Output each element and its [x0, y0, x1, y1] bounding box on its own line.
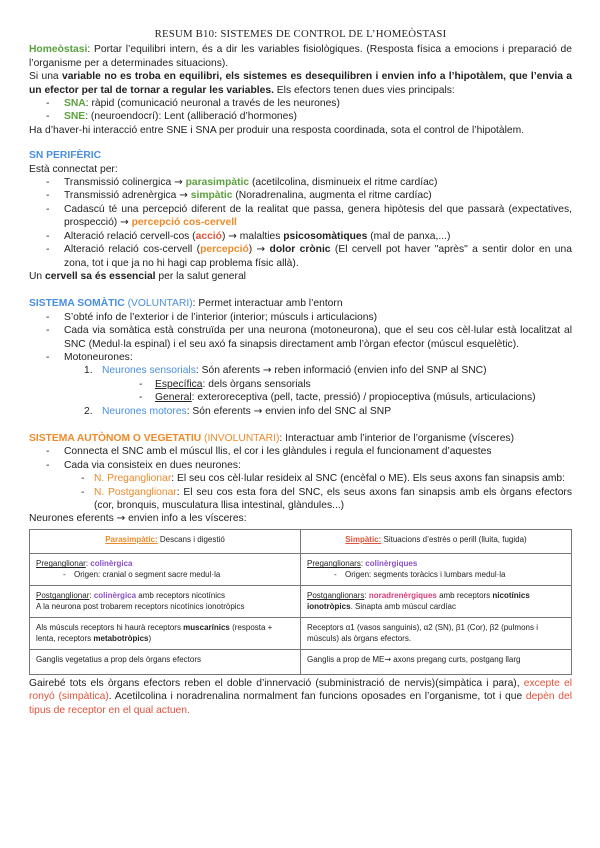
eferents-line: Neurones eferents → envien info a les vísceres:	[29, 512, 247, 525]
page-title: RESUM B10: SISTEMES DE CONTROL DE L’HOMEÒSTASI	[154, 28, 447, 40]
sn-periferic-heading: SN PERIFÈRIC	[29, 150, 102, 162]
homeostasi-term: Homeòstasi	[29, 44, 88, 56]
table-cell: Preganglionars: colinèrgiques - Origen: segments toràcics i lumbars medul·la	[301, 554, 572, 586]
table-row	[30, 529, 572, 554]
table-row	[30, 586, 572, 618]
table-cell: Postganglionar: colinèrgica amb receptors nicotínics A la neurona post trobarem receptors nicotínics ionotròpics	[30, 586, 301, 618]
table-row	[30, 618, 572, 650]
list-item: - Transmissió adrenèrgica → simpàtic (Noradrenalina, augmenta el ritme cardíac)	[29, 189, 572, 202]
table-cell: Ganglis vegetatius a prop dels òrgans efectors	[30, 650, 301, 675]
table-row	[30, 554, 572, 586]
arrow-icon: →	[262, 364, 272, 377]
sn-periferic-section	[29, 149, 572, 283]
list-item: - SNA: ràpid (comunicació neuronal a través de les neurones)	[29, 97, 572, 110]
table-header-simpatic: Simpàtic: Situacions d’estrès o perill (lluita, fugida)	[301, 529, 572, 554]
table-cell: Ganglis a prop de ME→ axons pregang curts, postgang llarg	[301, 650, 572, 675]
arrow-icon: →	[253, 404, 263, 417]
list-item: 1. Neurones sensorials: Són aferents → reben informació (envien info del SNP al SNC)	[84, 364, 487, 377]
list-item: - Cada via somàtica està construïda per una neurona (motoneurona), que el seu cos cèl·lular està localitzat al SNC (Medul·la espinal) i el seu axó fa sinapsis directament amb l’òrgan efector (múscul esquelètic).	[29, 324, 572, 351]
arrow-icon: →	[384, 655, 392, 665]
table-cell: Receptors α1 (vasos sanguinis), α2 (SN), β1 (Cor), β2 (pulmons i músculs) als òrgans efectors.	[301, 618, 572, 650]
list-item: - Cadascú té una percepció diferent de la realitat que passa, genera hipòtesis del que passarà (expectatives, prospecció) → percepció cos-cervell	[29, 203, 572, 230]
table-cell: Postganglionars: noradrenèrgiques amb receptors nicotínics ionotròpics. Sinapta amb múscul cardíac	[301, 586, 572, 618]
final-paragraph: Gairebé tots els òrgans efectors reben el doble d’innervació (subministració de nervis)(simpàtica i para), excepte el ronyó (simpàtica). Acetilcolina i noradrenalina normalment fan funcions oposades en l’organisme, tot i que depèn del tipus de receptor en el qual actuen.	[29, 677, 572, 716]
autonom-heading: SISTEMA AUTÒNOM O VEGETATIU (INVOLUNTARI): Interactuar amb l’interior de l’organisme (vísceres)	[29, 432, 515, 444]
autonom-neurons-list	[29, 472, 572, 512]
list-item: - Connecta el SNC amb el múscul llis, el cor i les glàndules i regula el funcionament d’aquestes	[29, 445, 572, 458]
intro-paragraph: Si una variable no es troba en equilibri, els sistemes es desequilibren i envien info a l’hipotàlem, que l’envia a un efector per tal de tornar a regular les variables. Els efectors tenen dues vies principals:	[29, 71, 573, 96]
list-item: - Motoneurones:	[29, 351, 572, 364]
somatic-section	[29, 297, 572, 418]
list-item: 2. Neurones motores: Són eferents → envien info del SNC al SNP	[84, 404, 392, 417]
table-cell: Preganglionar: colinèrgica - Origen: cranial o segment sacre medul·la	[30, 554, 301, 586]
autonom-list	[29, 445, 572, 472]
arrow-icon: →	[228, 229, 237, 242]
arrow-icon: →	[174, 176, 183, 189]
list-item: - Alteració relació cervell-cos (acció) → malalties psicosomàtiques (mal de panxa,...)	[29, 230, 572, 243]
intro-conclusion: Ha d’haver-hi interacció entre SNE i SNA per produir una resposta coordinada, sota el control de l’hipotàlem.	[29, 124, 525, 136]
list-item: - N. Preganglionar: El seu cos cèl·lular resideix al SNC (encèfal o ME). Els seus axons fan sinapsis amb:	[29, 472, 572, 485]
arrow-icon: →	[116, 512, 126, 525]
list-item: - Alteració relació cos-cervell (percepció) → dolor crònic (El cervell pot haver "après" a sentir dolor en una zona, tot i que ja no hi hagi cap problema físic allà).	[29, 243, 572, 270]
motoneurones-list-2	[29, 405, 572, 418]
list-item: - General: exteroreceptiva (pell, tacte, pressió) / propioceptiva (músuls, articulacions)	[29, 391, 572, 404]
sn-periferic-list	[29, 176, 572, 270]
sn-periferic-lead: Està connectat per:	[29, 163, 118, 175]
somatic-list	[29, 311, 572, 365]
table-header-parasimpatic: Parasimpàtic: Descans i digestió	[30, 529, 301, 554]
homeostasi-definition: Homeòstasi: Portar l’equilibri intern, és a dir les variables fisiològiques. (Resposta física a emocions i preparació de l’organisme per a determinades situacions).	[29, 44, 572, 69]
arrow-icon: →	[179, 189, 188, 202]
list-item: - Cada via consisteix en dues neurones:	[29, 459, 572, 472]
arrow-icon: →	[256, 243, 266, 256]
para-simp-comparison-table	[29, 529, 572, 675]
list-item: - SNE: (neuroendocrí): Lent (alliberació d’hormones)	[29, 110, 572, 123]
table-row	[30, 650, 572, 675]
list-item: - N. Postganglionar: El seu cos esta fora del SNC, els seus axons fan sinapsis amb els òrgans efectors (cor, bronquis, musculatura llisa intestinal, glàndules...)	[29, 486, 572, 513]
autonom-section	[29, 432, 572, 526]
effector-pathways-list	[29, 97, 572, 124]
arrow-icon: →	[120, 216, 129, 229]
somatic-heading: SISTEMA SOMÀTIC (VOLUNTARI): Permet interactuar amb l’entorn	[29, 298, 343, 310]
list-item: - S’obté info de l’exterior i de l’interior (interior; músculs i articulacions)	[29, 311, 572, 324]
sensorial-types-list	[29, 378, 572, 405]
table-cell: Als músculs receptors hi haurà receptors muscarínics (resposta + lenta, receptors metabotròpics)	[30, 618, 301, 650]
list-item: - Transmissió colinergica → parasimpàtic (acetilcolina, disminueix el ritme cardíac)	[29, 176, 572, 189]
motoneurones-list	[29, 364, 572, 377]
list-item: - Específica: dels òrgans sensorials	[29, 378, 572, 391]
sn-periferic-outro: Un cervell sa és essencial per la salut general	[29, 270, 246, 282]
